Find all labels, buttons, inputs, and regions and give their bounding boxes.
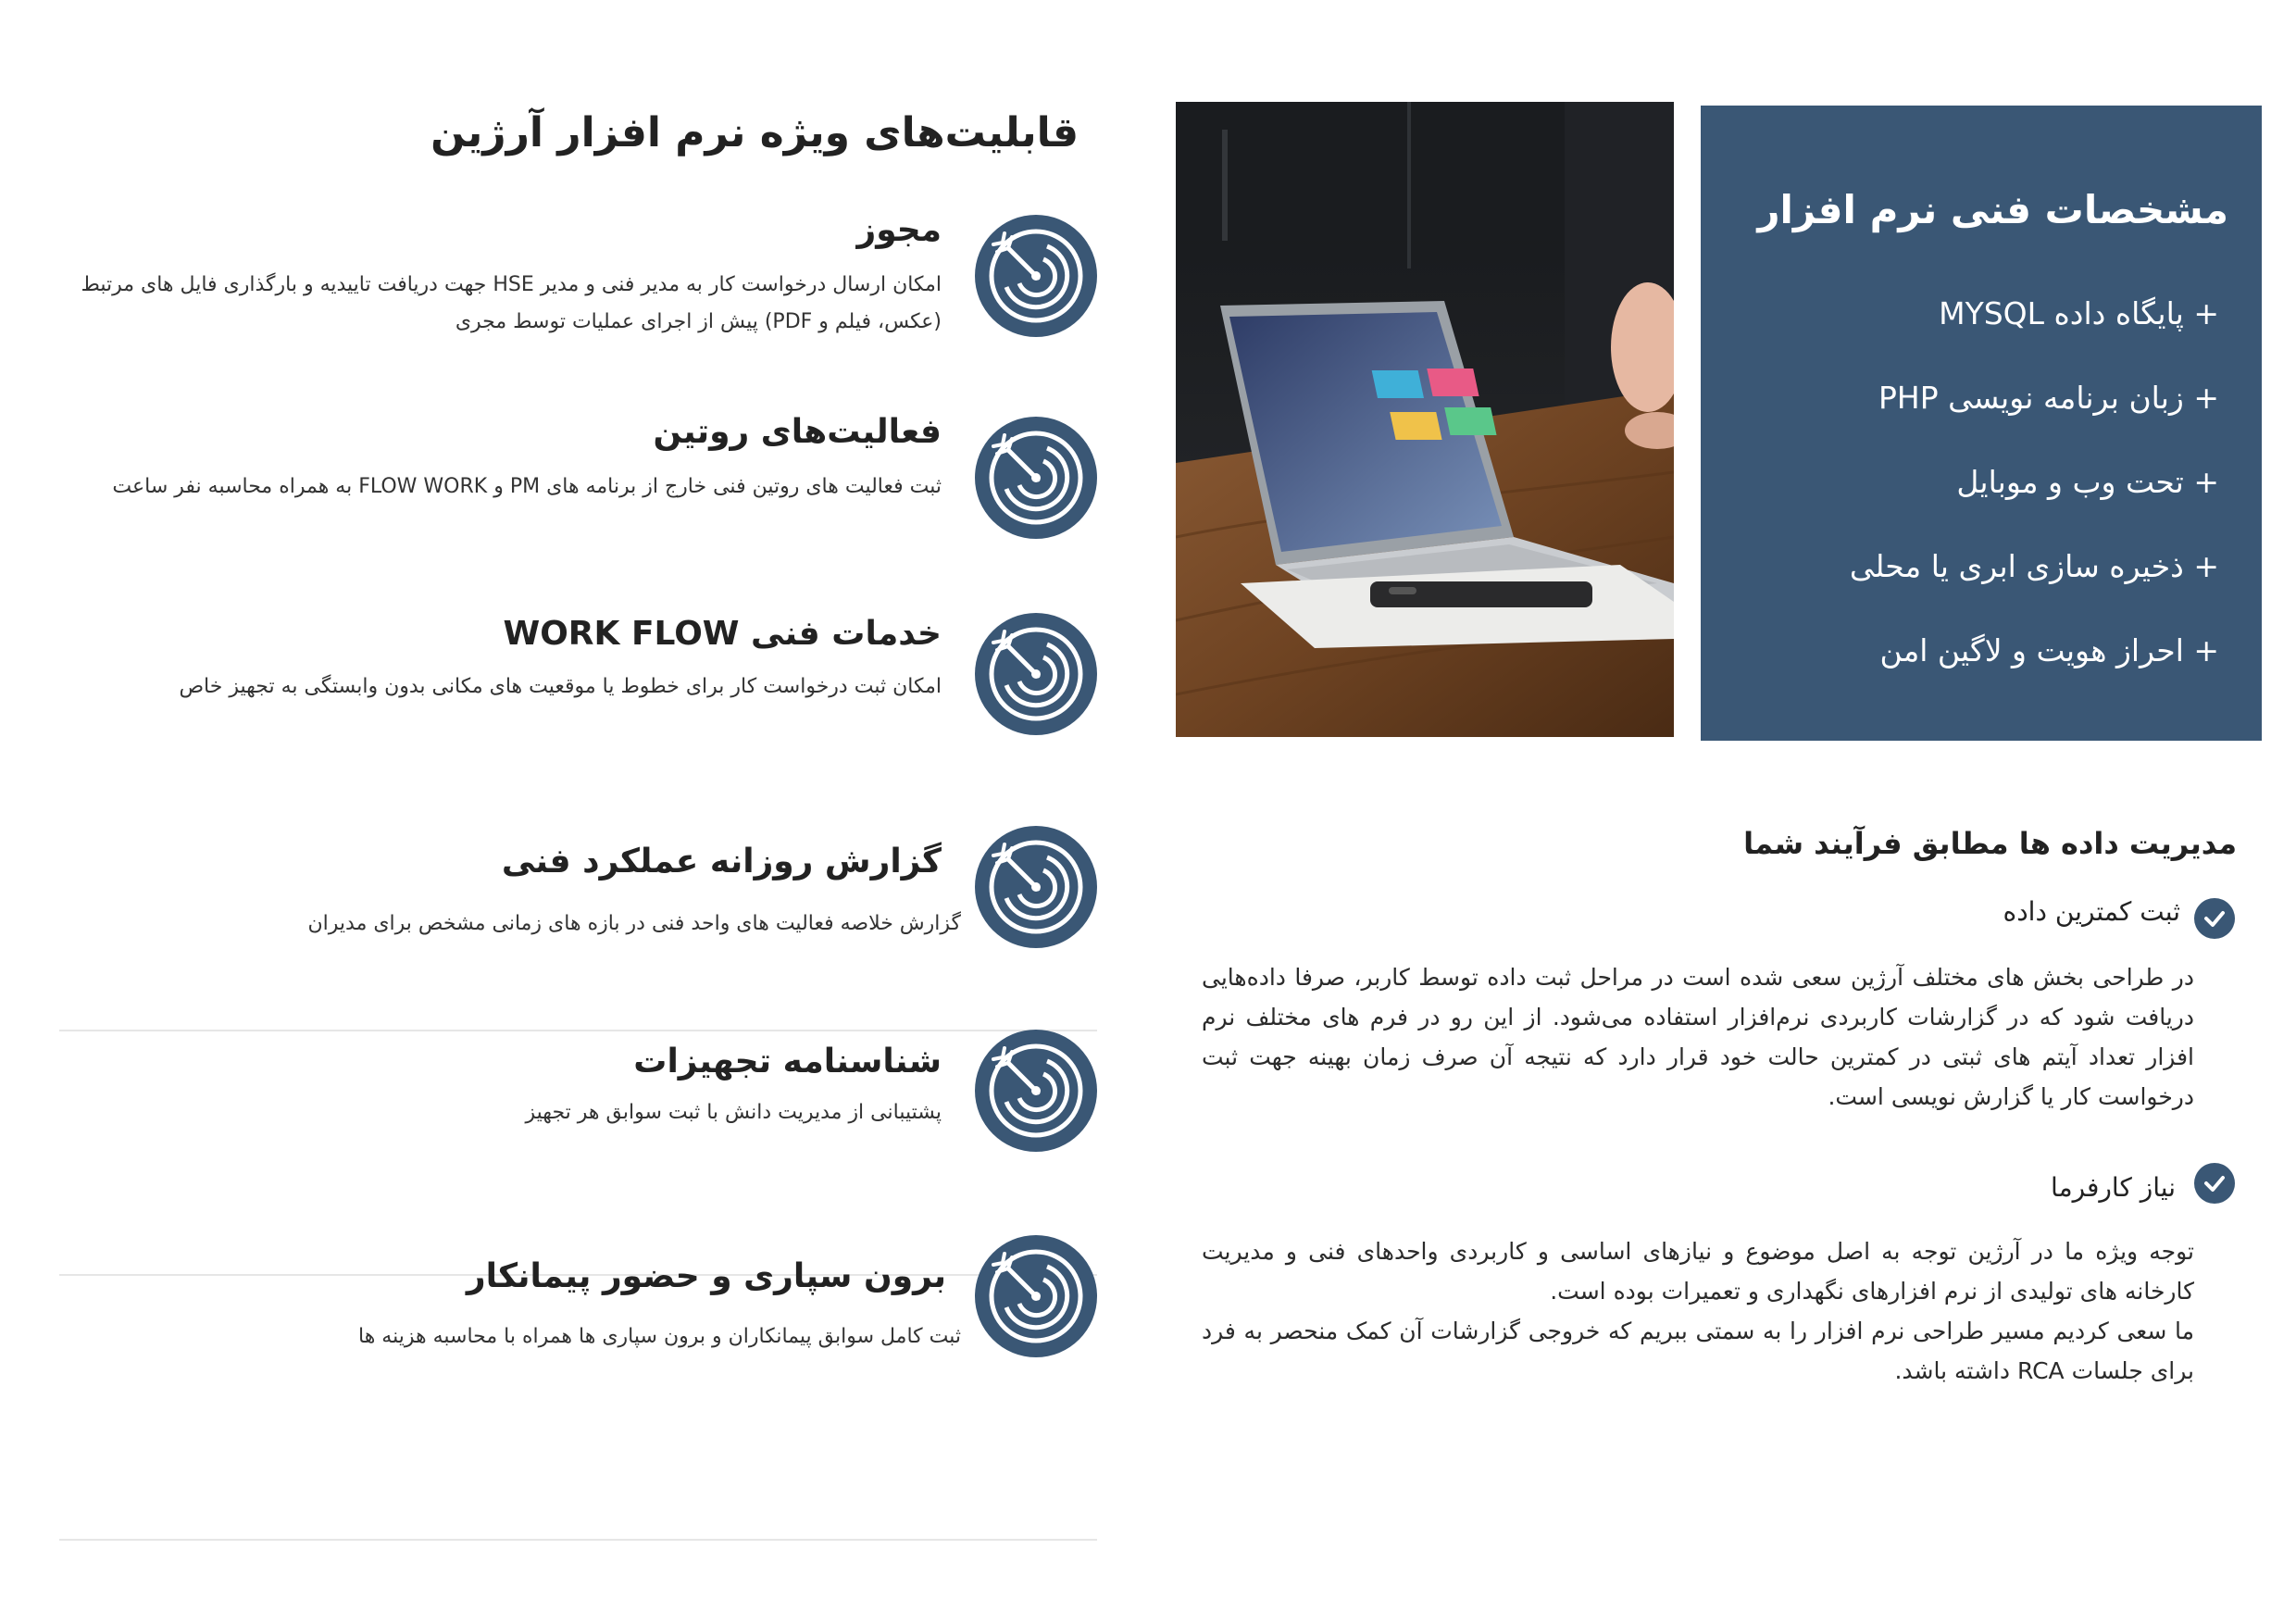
spec-item: + ذخیره سازی ابری یا محلی xyxy=(1849,548,2219,584)
features-title: قابلیت‌های ویژه نرم افزار آرژین xyxy=(430,109,1079,156)
section-paragraph-client-needs: توجه ویژه ما در آرژین توجه به اصل موضوع و نیازهای اساسی و کاربردی واحدهای فنی و مدیریت کارخانه های تولیدی از نرم افزارهای نگهداری و تعمیرات بوده است. xyxy=(1202,1238,2194,1305)
target-icon xyxy=(975,1030,1097,1152)
feature-title-workflow: خدمات فنی WORK FLOW xyxy=(503,615,942,653)
target-icon xyxy=(975,215,1097,337)
spec-item: + پایگاه داده MYSQL xyxy=(1939,295,2219,331)
feature-desc-equipment: پشتیبانی از مدیریت دانش با ثبت سوابق هر تجهیز xyxy=(525,1101,942,1124)
section-paragraph-client-needs-2: ما سعی کردیم مسیر طراحی نرم افزار را به سمتی ببریم که خروجی گزارشات آن کمک منحصر به فرد برای جلسات RCA داشته باشد. xyxy=(1202,1318,2194,1384)
divider xyxy=(59,1539,1097,1541)
target-icon xyxy=(975,1235,1097,1357)
feature-desc-outsourcing: ثبت کامل سوابق پیمانکاران و برون سپاری ها همراه با محاسبه هزینه ها xyxy=(357,1325,961,1348)
check-circle-icon xyxy=(2194,898,2235,939)
feature-desc-workflow: امکان ثبت درخواست کار برای خطوط یا موقعیت های مکانی بدون وابستگی به تجهیز خاص xyxy=(179,675,942,698)
spec-panel xyxy=(1701,106,2262,741)
feature-desc-permit: امکان ارسال درخواست کار به مدیر فنی و مدیر HSE جهت دریافت تاییدیه و بارگذاری فایل های مرتبط (عکس، فیلم و PDF) پیش از اجرای عملیات توسط مجری xyxy=(81,273,942,333)
target-icon xyxy=(975,826,1097,948)
spec-item: + تحت وب و موبایل xyxy=(1956,464,2219,500)
feature-title-outsourcing: برون سپاری و حضور پیمانکار xyxy=(466,1257,946,1295)
feature-title-equipment: شناسنامه تجهیزات xyxy=(633,1043,942,1081)
section-title-minimal-data: ثبت کمترین داده xyxy=(2003,896,2180,927)
feature-desc-routine: ثبت فعالیت های روتین فنی خارج از برنامه های PM و FLOW WORK به همراه محاسبه نفر ساعت xyxy=(112,475,942,498)
check-circle-icon xyxy=(2194,1163,2235,1204)
target-icon xyxy=(975,613,1097,735)
feature-title-permit: مجوز xyxy=(856,211,942,249)
feature-desc-daily-report: گزارش خلاصه فعالیت های واحد فنی در بازه های زمانی مشخص برای مدیران xyxy=(307,912,961,935)
spec-item: + احراز هویت و لاگین امن xyxy=(1879,632,2219,668)
section-title-client-needs: نیاز کارفرما xyxy=(2051,1172,2176,1203)
target-icon xyxy=(975,417,1097,539)
data-management-title: مدیریت داده ها مطابق فرآیند شما xyxy=(1743,826,2237,861)
spec-title: مشخصات فنی نرم افزار xyxy=(1757,187,2228,232)
feature-title-daily-report: گزارش روزانه عملکرد فنی xyxy=(501,843,942,881)
spec-item: + زبان برنامه نویسی PHP xyxy=(1878,380,2219,416)
feature-title-routine: فعالیت‌های روتین xyxy=(653,413,942,451)
laptop-photo xyxy=(1176,102,1674,737)
section-paragraph-minimal-data: در طراحی بخش های مختلف آرژین سعی شده است در مراحل ثبت داده توسط کاربر، صرفا داده‌هایی دریافت شود که در گزارشات کاربردی نرم‌افزار استفاده می‌شود. از این رو در فرم های مختلف نرم افزار تعداد آیتم های ثبتی در کمترین حالت خود قرار دارد که نتیجه آن صرف زمان بهینه جهت ثبت درخواست کار یا گزارش نویسی است. xyxy=(1202,964,2194,1110)
divider xyxy=(59,1030,1097,1031)
